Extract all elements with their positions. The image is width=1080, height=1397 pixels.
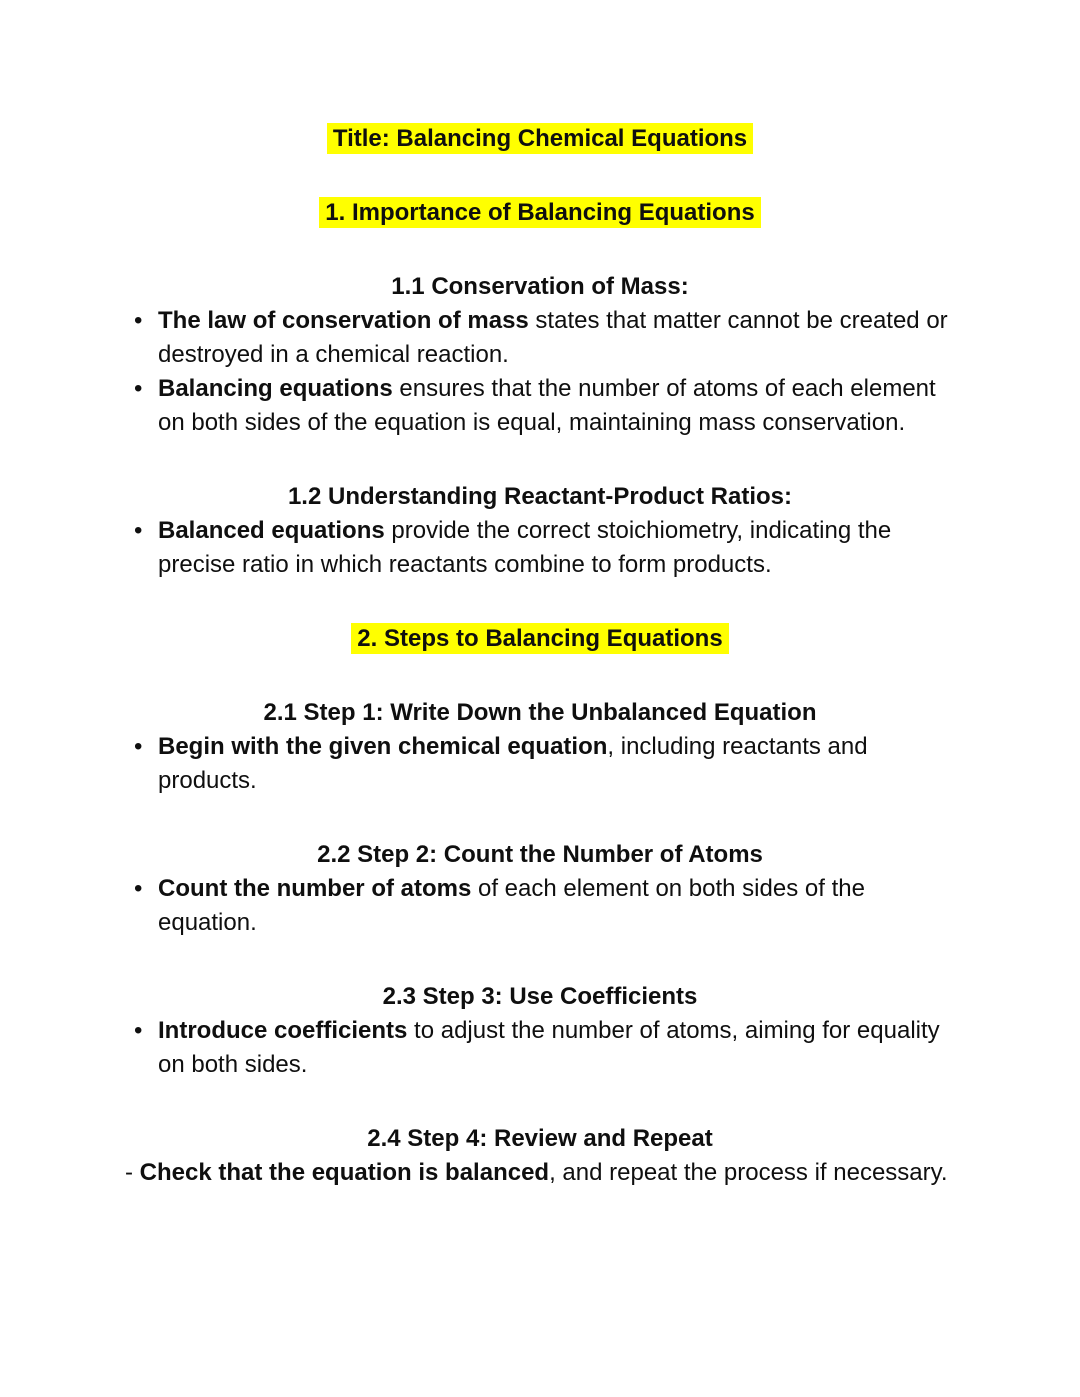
bullet-body-text: , including reactants and products. (158, 733, 868, 794)
bullet-body-text: of each element on both sides of the equation. (158, 875, 865, 936)
section-1-heading-text: 1. Importance of Balancing Equations (319, 197, 760, 228)
bullet-body-text: provide the correct stoichiometry, indicating the precise ratio in which reactants combine to form products. (158, 517, 892, 578)
bullet-body-text: to adjust the number of atoms, aiming for equality on both sides. (158, 1017, 940, 1078)
section-1-heading (125, 196, 955, 230)
subsection-1-2-heading-text: 1.2 Understanding Reactant-Product Ratios: (287, 483, 793, 510)
bullet-body-text: ensures that the number of atoms of each element on both sides of the equation is equal, maintaining mass conservation. (158, 375, 936, 436)
subsection-2-1-heading (125, 696, 955, 730)
subsection-1-2-heading (125, 480, 955, 514)
subsection-1-1-heading-text: 1.1 Conservation of Mass: (391, 273, 689, 300)
document-title-text: Title: Balancing Chemical Equations (327, 123, 753, 154)
section-2-heading-text: 2. Steps to Balancing Equations (351, 623, 728, 654)
subsection-2-3-heading (125, 980, 955, 1014)
subsection-1-1-heading (125, 270, 955, 304)
bullet-lead-phrase: Count the number of atoms (158, 875, 472, 902)
subsection-2-2-heading (125, 838, 955, 872)
bullet-item (125, 514, 955, 582)
bullet-item (125, 304, 955, 372)
subsection-2-2-bullet-list (125, 872, 955, 940)
subsection-1-1-bullet-list (125, 304, 955, 440)
paragraph-lead-phrase: Check that the equation is balanced (139, 1159, 550, 1186)
subsection-2-3-heading-text: 2.3 Step 3: Use Coefficients (382, 983, 698, 1010)
subsection-2-4-paragraph (125, 1156, 955, 1190)
section-2-heading (125, 622, 955, 656)
bullet-lead-phrase: Balancing equations (158, 375, 393, 402)
dash-prefix: - (125, 1159, 140, 1186)
bullet-item (125, 1014, 955, 1082)
subsection-2-4-heading (125, 1122, 955, 1156)
subsection-2-1-heading-text: 2.1 Step 1: Write Down the Unbalanced Equation (263, 699, 817, 726)
bullet-lead-phrase: The law of conservation of mass (158, 307, 529, 334)
subsection-2-1-bullet-list (125, 730, 955, 798)
paragraph-body-text: , and repeat the process if necessary. (549, 1159, 948, 1186)
bullet-lead-phrase: Begin with the given chemical equation (158, 733, 608, 760)
subsection-1-2-bullet-list (125, 514, 955, 582)
bullet-item (125, 730, 955, 798)
subsection-2-3-bullet-list (125, 1014, 955, 1082)
bullet-lead-phrase: Balanced equations (158, 517, 385, 544)
subsection-2-2-heading-text: 2.2 Step 2: Count the Number of Atoms (317, 841, 763, 868)
bullet-lead-phrase: Introduce coefficients (158, 1017, 408, 1044)
bullet-item (125, 872, 955, 940)
document-title (125, 122, 955, 156)
bullet-body-text: states that matter cannot be created or destroyed in a chemical reaction. (158, 307, 948, 368)
bullet-item (125, 372, 955, 440)
subsection-2-4-heading-text: 2.4 Step 4: Review and Repeat (367, 1125, 713, 1152)
